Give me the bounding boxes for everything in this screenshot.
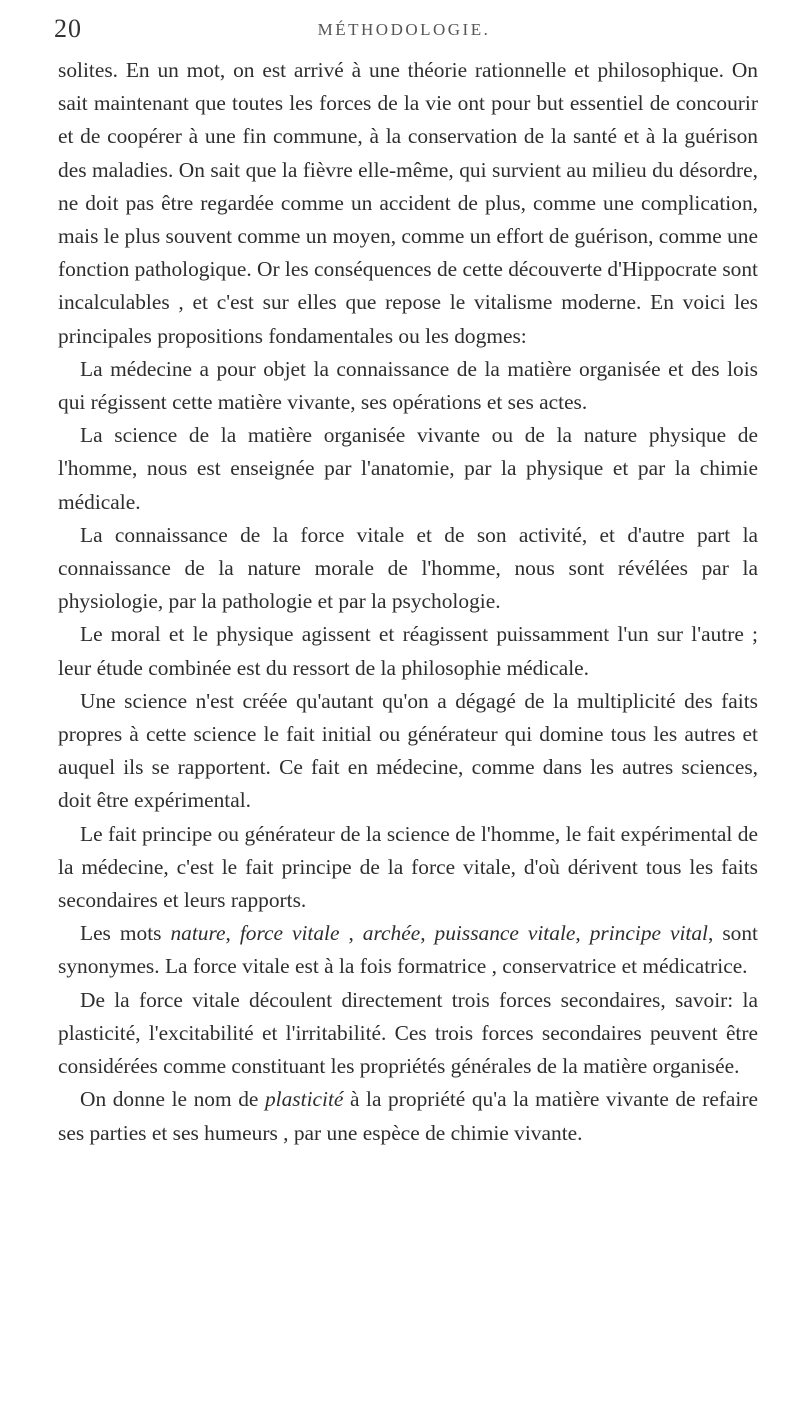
paragraph: La connaissance de la force vitale et de son activité, et d'autre part la connaissance de la nature morale de l'homme, nous sont révélées par la physiologie, par la pathologie et par la psychologie. [58, 522, 758, 614]
paragraph: La science de la matière organisée vivante ou de la nature physique de l'homme, nous est enseignée par l'anatomie, par la physique et par la chimie médicale. [58, 423, 758, 514]
italic-term: archée [362, 921, 421, 946]
text-segment: , [575, 921, 590, 946]
text-segment: On donne le nom de [80, 1087, 265, 1112]
italic-term: force vitale [239, 921, 340, 946]
paragraph: Le moral et le physique agissent et réagissent puissamment l'un sur l'autre ; leur étude combinée est du ressort de la philosophie médicale. [58, 622, 758, 680]
text-segment: Les mots [80, 921, 171, 946]
text-segment: , sont synonymes. La force vitale est à la fois formatrice , conservatrice et médicatrice. [58, 921, 758, 979]
page-header [54, 8, 754, 48]
paragraph: La médecine a pour objet la connaissance de la matière organisée et des lois qui régissent cette matière vivante, ses opérations et ses actes. [58, 356, 758, 415]
text-segment: , [225, 921, 240, 946]
italic-term: puissance vitale [434, 921, 576, 946]
text-segment: , [420, 921, 435, 946]
italic-term: principe vital [589, 921, 708, 946]
italic-term: nature [170, 921, 226, 946]
text-segment: à la propriété qu'a la matière vivante de refaire ses parties et ses humeurs , par une espèce de chimie vivante. [58, 1087, 758, 1145]
italic-term: plasticité [264, 1087, 344, 1112]
paragraph-plasticite [58, 1083, 758, 1149]
paragraph: Le fait principe ou générateur de la science de l'homme, le fait expérimental de la médecine, c'est le fait principe de la force vitale, d'où dérivent tous les faits secondaires et leurs rapports. [58, 821, 758, 913]
text-segment: , [339, 921, 363, 946]
paragraph-synonyms [58, 917, 758, 983]
body-text [58, 54, 758, 1150]
paragraph: solites. En un mot, on est arrivé à une théorie rationnelle et philosophique. On sait maintenant que toutes les forces de la vie ont pour but essentiel de concourir et de coopérer à une fin commune, à la conservation de la santé et à la guérison des maladies. On sait que la fièvre elle-même, qui survient au milieu du désordre, ne doit pas être regardée comme un accident de plus, comme une complication, mais le plus souvent comme un moyen, comme un effort de guérison, comme une fonction pathologique. Or les conséquences de cette découverte d'Hippocrate sont incalculables , et c'est sur elles que repose le vitalisme moderne. En voici les principales propositions fondamentales ou les dogmes: [58, 58, 758, 348]
page-number: 20 [54, 14, 82, 43]
paragraph: Une science n'est créée qu'autant qu'on a dégagé de la multiplicité des faits propres à cette science le fait initial ou générateur qui domine tous les autres et auquel ils se rapportent. Ce fait en médecine, comme dans les autres sciences, doit être expérimental. [58, 688, 758, 813]
running-head: MÉTHODOLOGIE. [317, 20, 491, 39]
paragraph: De la force vitale découlent directement trois forces secondaires, savoir: la plasticité, l'excitabilité et l'irritabilité. Ces trois forces secondaires peuvent être considérées comme constituant les propriétés générales de la matière organisée. [58, 987, 758, 1079]
